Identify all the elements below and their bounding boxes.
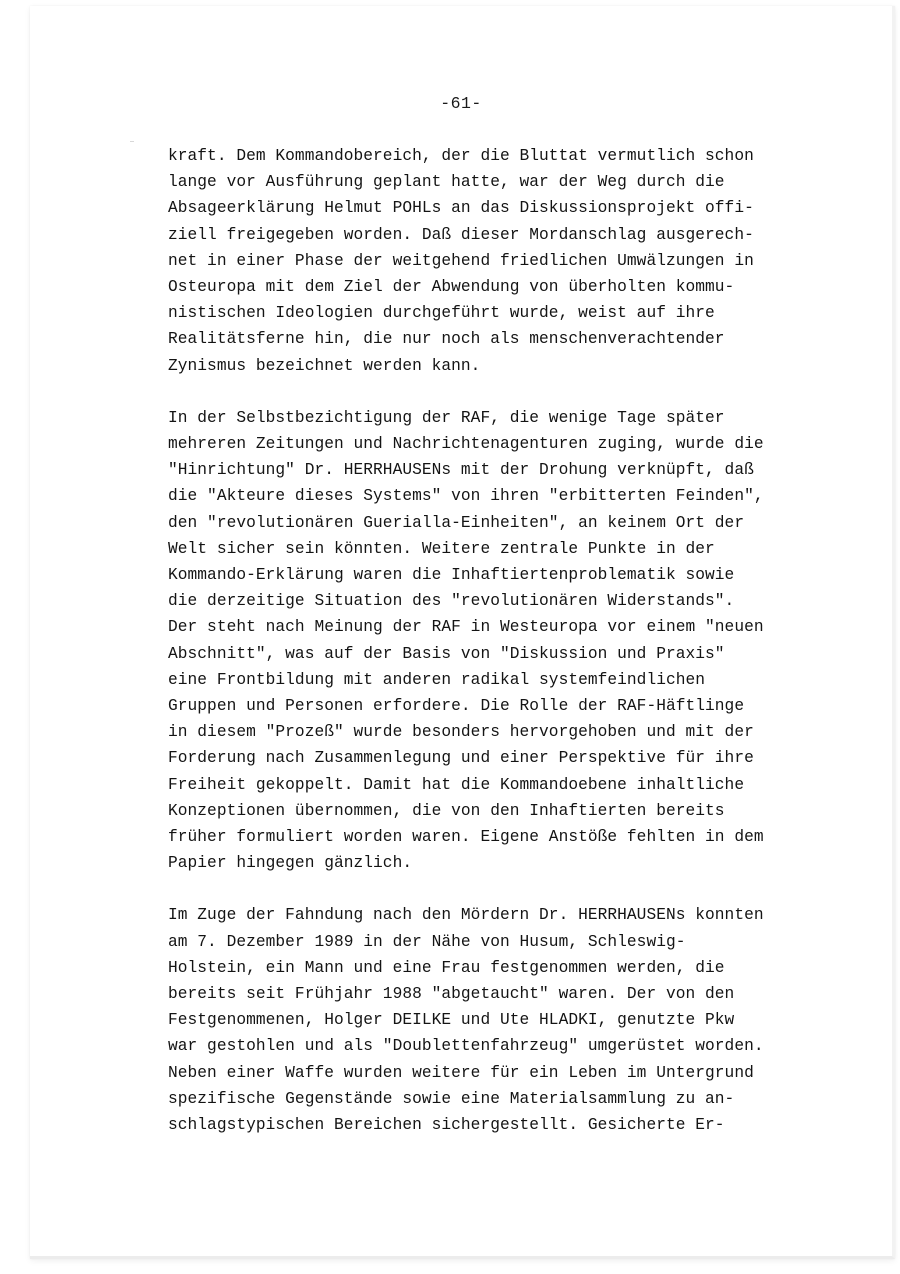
text-line: Welt sicher sein könnten. Weitere zentrale Punkte in der (168, 539, 715, 558)
body-text (168, 143, 828, 1164)
text-line: net in einer Phase der weitgehend friedlichen Umwälzungen in (168, 251, 754, 270)
text-line: mehreren Zeitungen und Nachrichtenagenturen zuging, wurde die (168, 435, 764, 454)
text-line: nistischen Ideologien durchgeführt wurde, weist auf ihre (168, 304, 715, 323)
text-line: Neben einer Waffe wurden weitere für ein Leben im Untergrund (168, 1063, 754, 1082)
text-line: schlagstypischen Bereichen sichergestellt. Gesicherte Er- (168, 1115, 725, 1134)
text-line: ziell freigegeben worden. Daß dieser Mordanschlag ausgerech- (168, 225, 754, 244)
text-line: Osteuropa mit dem Ziel der Abwendung von überholten kommu- (168, 277, 735, 296)
text-line: Abschnitt", was auf der Basis von "Diskussion und Praxis" (168, 644, 725, 663)
text-line: den "revolutionären Guerialla-Einheiten", an keinem Ort der (168, 513, 745, 532)
text-line: Der steht nach Meinung der RAF in Westeuropa vor einem "neuen (168, 618, 764, 637)
text-line: die "Akteure dieses Systems" von ihren "erbitterten Feinden", (168, 487, 764, 506)
text-line: Konzeptionen übernommen, die von den Inhaftierten bereits (168, 801, 725, 820)
text-line: Holstein, ein Mann und eine Frau festgenommen werden, die (168, 958, 725, 977)
text-line: In der Selbstbezichtigung der RAF, die wenige Tage später (168, 408, 725, 427)
text-line: Forderung nach Zusammenlegung und einer Perspektive für ihre (168, 749, 754, 768)
text-line: spezifische Gegenstände sowie eine Materialsammlung zu an- (168, 1089, 735, 1108)
text-line: kraft. Dem Kommandobereich, der die Bluttat vermutlich schon (168, 147, 754, 165)
text-line: Freiheit gekoppelt. Damit hat die Kommandoebene inhaltliche (168, 775, 745, 794)
text-line: eine Frontbildung mit anderen radikal systemfeindlichen (168, 670, 706, 689)
text-line: am 7. Dezember 1989 in der Nähe von Husum, Schleswig- (168, 932, 686, 951)
paragraph (168, 405, 828, 876)
text-line: in diesem "Prozeß" wurde besonders hervorgehoben und mit der (168, 723, 754, 742)
text-line: war gestohlen und als "Doublettenfahrzeug" umgerüstet worden. (168, 1037, 764, 1056)
text-line: bereits seit Frühjahr 1988 "abgetaucht" waren. Der von den (168, 985, 735, 1003)
text-line: "Hinrichtung" Dr. HERRHAUSENs mit der Drohung verknüpft, daß (168, 461, 754, 480)
text-line: Kommando-Erklärung waren die Inhaftiertenproblematik sowie (168, 566, 735, 584)
text-line: Zynismus bezeichnet werden kann. (168, 356, 481, 375)
page-number: -61- (440, 94, 482, 113)
text-line: lange vor Ausführung geplant hatte, war der Weg durch die (168, 173, 725, 192)
paragraph (168, 902, 828, 1138)
margin-mark (130, 141, 134, 142)
paragraph (168, 143, 828, 379)
text-line: Absageerklärung Helmut POHLs an das Diskussionsprojekt offi- (168, 199, 754, 218)
text-line: Festgenommenen, Holger DEILKE und Ute HLADKI, genutzte Pkw (168, 1011, 735, 1030)
text-line: Im Zuge der Fahndung nach den Mördern Dr. HERRHAUSENs konnten (168, 906, 764, 925)
text-line: Gruppen und Personen erfordere. Die Rolle der RAF-Häftlinge (168, 696, 745, 715)
document-page (30, 6, 895, 1259)
text-line: Papier hingegen gänzlich. (168, 854, 413, 873)
text-line: Realitätsferne hin, die nur noch als menschenverachtender (168, 330, 725, 349)
text-line: die derzeitige Situation des "revolutionären Widerstands". (168, 592, 735, 611)
text-line: früher formuliert worden waren. Eigene Anstöße fehlten in dem (168, 827, 764, 846)
